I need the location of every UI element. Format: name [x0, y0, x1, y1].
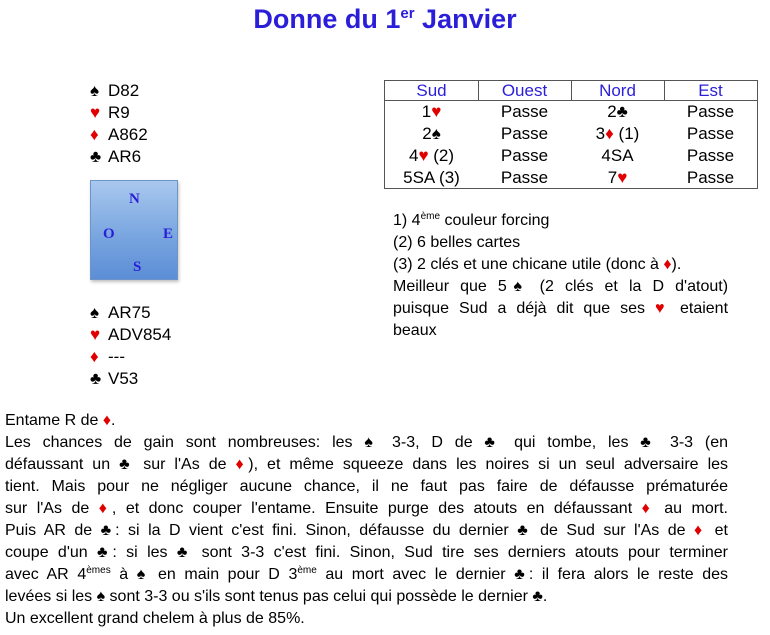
text-line: coupe d'un ♣: si les ♣ sont 3-3 c'est fini. Sinon, Sud tire ses derniers atouts pour terminer — [5, 544, 729, 561]
note-2: (2) 6 belles cartes — [393, 234, 521, 251]
bid-est: Passe — [686, 146, 735, 165]
header-divider — [571, 81, 572, 100]
bid-ouest: Passe — [500, 146, 549, 165]
bidding-notes — [393, 210, 728, 342]
text-line: tient. Mais pour ne négliger aucune chance, il ne faut pas faire de défausse prématurée — [5, 478, 728, 495]
bid-ouest: Passe — [500, 102, 549, 121]
text-line: Les chances de gain sont nombreuses: les ♠ 3-3, D de ♣ qui tombe, les ♣ 3-3 (en — [5, 434, 729, 451]
diamond-icon: ♦ — [102, 412, 111, 429]
diamond-icon: ♦ — [235, 456, 249, 473]
text-line: Entame R de ♦. — [5, 412, 116, 429]
text-line: défaussant un ♣ sur l'As de ♦), et même squeeze dans les noires si un seul adversaire les — [5, 456, 729, 473]
page-title: Donne du 1er Janvier — [253, 4, 517, 34]
heart-icon: ♥ — [617, 168, 628, 187]
diamond-icon: ♦ — [90, 347, 99, 366]
diamond-icon: ♦ — [605, 124, 614, 143]
bid-nord: 3♦ (1) — [595, 124, 640, 143]
note-6: beaux — [393, 322, 437, 339]
bid-ouest: Passe — [500, 168, 549, 187]
bid-sud: 1♥ — [421, 102, 442, 121]
heart-icon: ♥ — [418, 146, 429, 165]
club-icon: ♣ — [514, 566, 529, 583]
bid-nord: 2♣ — [607, 102, 628, 121]
spade-icon: ♠ — [90, 303, 100, 322]
club-icon: ♣ — [517, 522, 532, 539]
text-line: sur l'As de ♦, et donc couper l'entame. Ensuite purge des atouts en défaussant ♦ au mort. — [5, 500, 728, 517]
spade-icon: ♠ — [136, 566, 150, 583]
diamond-icon: ♦ — [694, 522, 707, 539]
diamond-icon: ♦ — [90, 125, 99, 144]
bid-nord: 4SA — [601, 146, 634, 165]
club-icon: ♣ — [90, 147, 102, 166]
header-divider — [664, 81, 665, 100]
north-spades: ♠ D82 — [90, 81, 140, 100]
bidding-header — [385, 81, 757, 101]
note-5: puisque Sud a déjà dit que ses ♥ etaient — [393, 300, 729, 317]
north-clubs: ♣ AR6 — [90, 147, 142, 166]
note-1: 1) 4ème couleur forcing — [393, 211, 550, 229]
club-icon: ♣ — [90, 369, 102, 388]
north-hearts: ♥ R9 — [90, 103, 130, 122]
club-icon: ♣ — [484, 434, 503, 451]
header-divider — [478, 81, 479, 100]
bid-ouest: Passe — [500, 124, 549, 143]
spade-icon: ♠ — [364, 434, 381, 451]
bid-est: Passe — [686, 168, 735, 187]
diamond-icon: ♦ — [641, 500, 655, 517]
south-clubs: ♣ V53 — [90, 369, 139, 388]
compass-east: E — [163, 226, 174, 242]
diamond-icon: ♦ — [98, 500, 112, 517]
header-sud: Sud — [416, 81, 447, 100]
south-hearts: ♥ ADV854 — [90, 325, 172, 344]
club-icon: ♣ — [97, 544, 113, 561]
compass-south: S — [133, 259, 142, 275]
note-4: Meilleur que 5♠ (2 clés et la D d'atout) — [393, 278, 729, 295]
bid-sud: 2♠ — [422, 124, 441, 143]
text-line: Puis AR de ♣: si la D vient c'est fini. Sinon, défausse du dernier ♣ de Sud sur l'As de ♦ et — [5, 522, 729, 539]
north-diamonds: ♦ A862 — [90, 125, 148, 144]
spade-icon: ♠ — [506, 278, 529, 295]
header-nord: Nord — [599, 81, 636, 100]
club-icon: ♣ — [640, 434, 659, 451]
club-icon: ♣ — [119, 456, 135, 473]
title-superscript: er — [400, 5, 415, 22]
text-line: avec AR 4èmes à ♠ en main pour D 3ème au mort avec le dernier ♣: il fera alors le reste des — [5, 565, 729, 583]
bid-sud: 5SA (3) — [403, 168, 460, 187]
heart-icon: ♥ — [654, 300, 670, 317]
text-line: Un excellent grand chelem à plus de 85%. — [5, 610, 305, 627]
analysis-text — [5, 410, 728, 630]
heart-icon: ♥ — [90, 103, 101, 122]
south-spades: ♠ AR75 — [90, 303, 151, 322]
club-icon: ♣ — [616, 102, 628, 121]
north-hand — [90, 80, 148, 168]
bid-sud: 4♥ (2) — [408, 146, 455, 165]
heart-icon: ♥ — [90, 325, 101, 344]
bid-nord: 7♥ — [607, 168, 628, 187]
bid-est: Passe — [686, 124, 735, 143]
bidding-table — [384, 80, 758, 189]
text-line: levées si les ♠ sont 3-3 ou s'ils sont tenus pas celui qui possède le dernier ♣. — [5, 588, 548, 605]
compass-west: O — [103, 226, 115, 242]
south-diamonds: ♦ --- — [90, 347, 125, 366]
spade-icon: ♠ — [90, 81, 100, 100]
south-hand — [90, 302, 171, 390]
compass-north: N — [129, 191, 140, 207]
club-icon: ♣ — [100, 522, 116, 539]
club-icon: ♣ — [176, 544, 193, 561]
header-ouest: Ouest — [501, 81, 548, 100]
diamond-icon: ♦ — [663, 256, 672, 273]
header-est: Est — [698, 81, 723, 100]
heart-icon: ♥ — [431, 102, 442, 121]
compass-box — [90, 180, 178, 280]
spade-icon: ♠ — [96, 588, 106, 605]
club-icon: ♣ — [532, 588, 543, 605]
spade-icon: ♠ — [431, 124, 441, 143]
bid-est: Passe — [686, 102, 735, 121]
note-3: (3) 2 clés et une chicane utile (donc à ♦). — [393, 256, 682, 273]
